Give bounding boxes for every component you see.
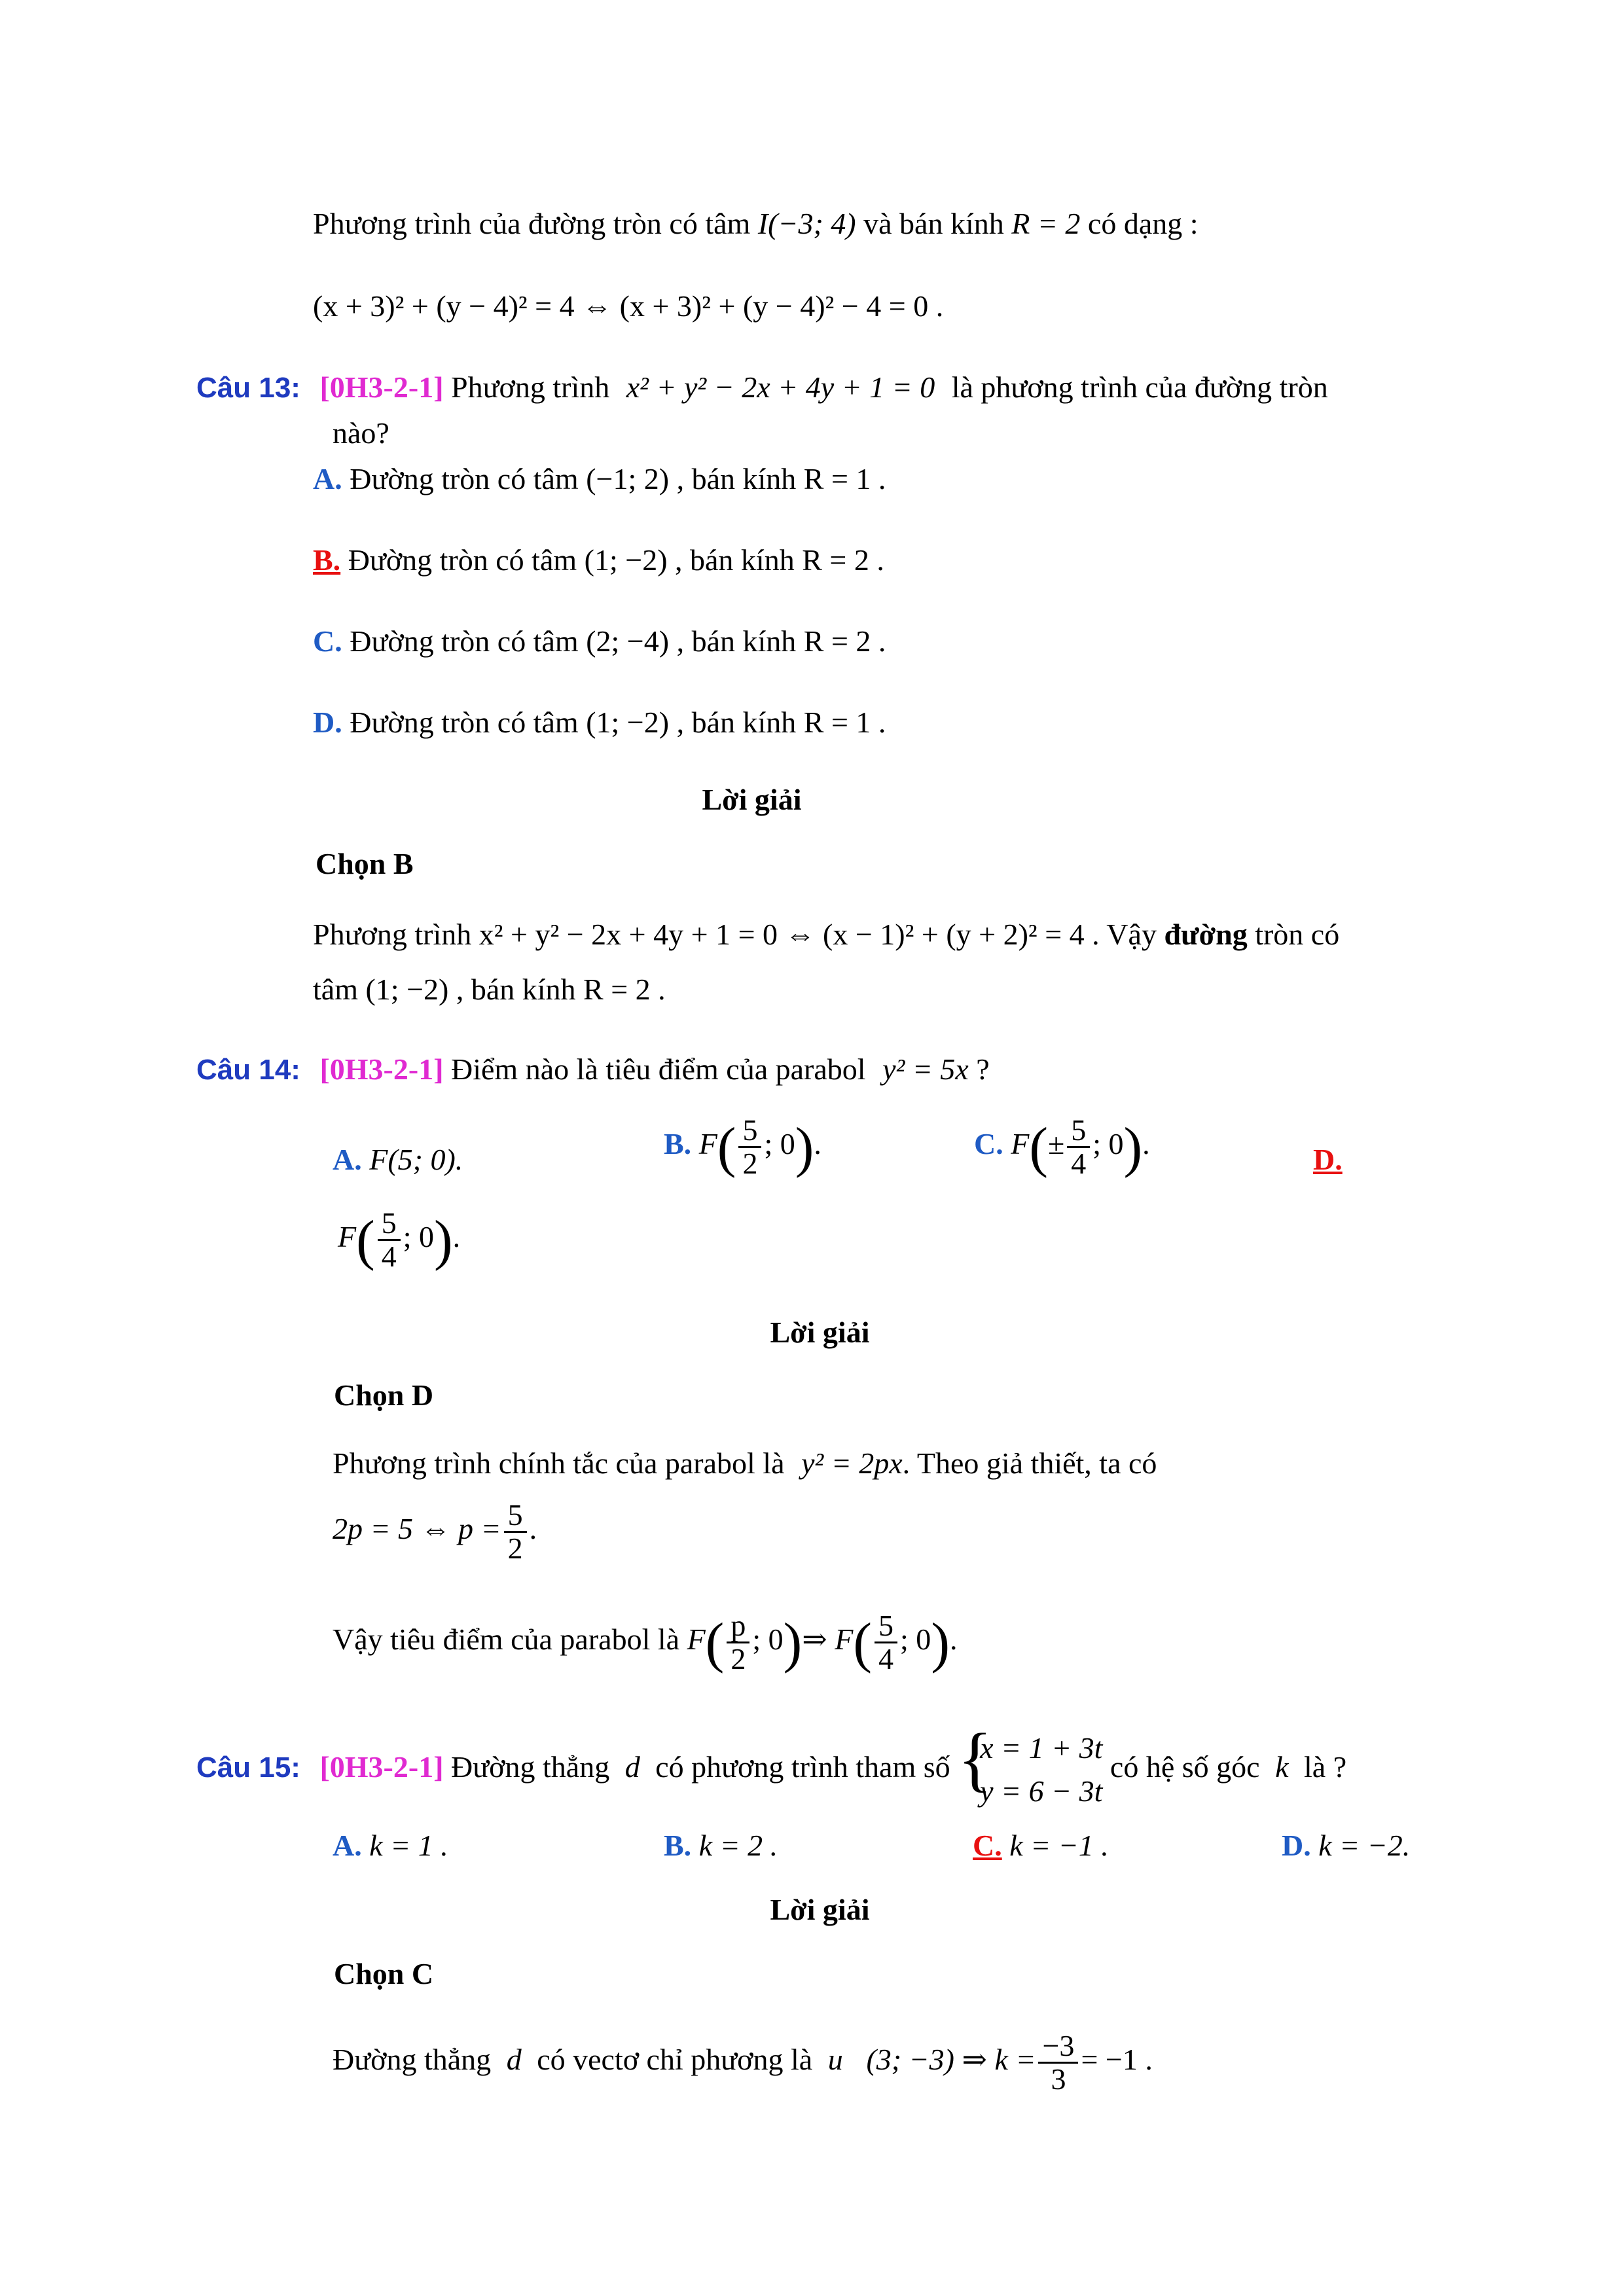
q13-text-cont: nào? [333, 416, 389, 450]
point-label: F [698, 1127, 717, 1160]
denominator: 4 [878, 1641, 894, 1676]
q14-label: Câu 14: [196, 1054, 300, 1086]
solution-text-2: . Theo giả thiết, ta có [902, 1446, 1157, 1480]
q15-option-c [973, 1826, 1109, 1865]
fraction [1038, 2030, 1078, 2096]
q14-option-a [333, 1121, 463, 1199]
q13-text-2: là phương trình của đường tròn [951, 370, 1328, 404]
q13-choice: Chọn B [316, 847, 414, 880]
solution-result: = −1 . [1081, 2043, 1153, 2076]
q14-header [196, 1050, 990, 1090]
q15-solution-title: Lời giải [770, 1893, 870, 1926]
denominator: 2 [507, 1531, 523, 1565]
q15-text-2: có phương trình tham số [655, 1750, 950, 1784]
solution-bold: đường [1164, 918, 1248, 951]
q14-option-b: B. F( $\frac{5}{2}$ ; 0). [664, 1113, 821, 1180]
q15-text: Đường thẳng [451, 1750, 610, 1784]
fraction [875, 1610, 897, 1676]
option-key: A. [313, 462, 342, 495]
solution-text: Vậy tiêu điểm của parabol là [333, 1623, 680, 1656]
q15-option-d [1282, 1826, 1410, 1865]
q13-option-b [313, 541, 884, 580]
solution-vector: u⃗(3; −3) ⇒ k = [827, 2043, 1036, 2076]
q15-var-d: d [624, 1750, 640, 1784]
option-key-correct: B. [313, 543, 341, 577]
option-key: B. [664, 1127, 692, 1160]
solution-equation: y² = 2px [801, 1446, 903, 1480]
q14-qmark: ? [976, 1052, 990, 1086]
option-text: k = 1 . [369, 1829, 448, 1862]
q15-label: Câu 15: [196, 1751, 300, 1784]
numerator: −3 [1038, 2030, 1078, 2064]
q13-solution-line-2: tâm (1; −2) , bán kính R = 2 . [313, 973, 666, 1006]
solution-equation: 2p = 5 ⇔ p = [333, 1512, 501, 1545]
point-label: F [1011, 1127, 1030, 1160]
solution-text: Phương trình chính tắc của parabol là [333, 1446, 785, 1480]
option-key: A. [333, 1829, 362, 1862]
q13-code: [0H3-2-1] [319, 370, 444, 404]
q13-option-d [313, 703, 886, 742]
coord: ; 0 [900, 1623, 931, 1656]
q15-var-k: k [1275, 1750, 1289, 1784]
q13-solution-line-1 [313, 915, 1339, 954]
intro-text-3: có dạng : [1087, 207, 1199, 240]
q14-code: [0H3-2-1] [319, 1052, 444, 1086]
option-text: Đường tròn có tâm (1; −2) , bán kính R = 1 . [350, 706, 886, 739]
denominator: 4 [1071, 1146, 1087, 1180]
option-key: C. [974, 1127, 1003, 1160]
option-key: C. [313, 624, 342, 658]
option-text: Đường tròn có tâm (−1; 2) , bán kính R = 1 . [350, 462, 886, 495]
intro-text: Phương trình của đường tròn có tâm [313, 207, 751, 240]
numerator: 5 [875, 1610, 897, 1643]
q15-code: [0H3-2-1] [319, 1750, 444, 1784]
intro-radius: R = 2 [1011, 207, 1081, 240]
q14-option-d: F( $\frac{5}{4}$ ; 0). [338, 1206, 461, 1273]
q15-header [196, 1718, 1347, 1814]
q15-option-b [664, 1826, 778, 1865]
q14-equation: y² = 5x [882, 1052, 969, 1086]
point-label: F [338, 1220, 357, 1253]
option-text: Đường tròn có tâm (2; −4) , bán kính R = 2 . [350, 624, 886, 658]
q14-solution-line-2: 2p = 5 ⇔ p = $\frac{5}{2}$ . [333, 1498, 537, 1565]
q13-option-c [313, 622, 886, 661]
option-key-correct: D. [1313, 1143, 1343, 1176]
sign: ± [1047, 1127, 1065, 1160]
intro-text-2: và bán kính [863, 207, 1004, 240]
numerator: 5 [504, 1499, 527, 1533]
q13-equation: x² + y² − 2x + 4y + 1 = 0 [626, 370, 935, 404]
option-text: F(5; 0). [369, 1143, 463, 1176]
denominator: 2 [742, 1146, 758, 1180]
parametric-system: { x = 1 + 3t y = 6 − 3t [958, 1727, 1102, 1814]
q15-text-3: có hệ số góc [1110, 1750, 1260, 1784]
q13-header [196, 368, 1328, 408]
option-text: Đường tròn có tâm (1; −2) , bán kính R = 2 . [348, 543, 884, 577]
fraction [738, 1115, 761, 1180]
option-key: B. [664, 1829, 692, 1862]
q13-solution-title: Lời giải [702, 783, 802, 816]
numerator: 5 [378, 1208, 401, 1241]
numerator: 5 [738, 1115, 761, 1148]
coord: ; 0 [1092, 1127, 1124, 1160]
q14-option-d-key [1313, 1121, 1343, 1199]
system-eq-2: y = 6 − 3t [980, 1774, 1103, 1808]
solution-text: Đường thẳng [333, 2043, 492, 2076]
option-key: A. [333, 1143, 362, 1176]
denominator: 3 [1051, 2062, 1066, 2096]
intro-line-2: (x + 3)² + (y − 4)² = 4 ⇔ (x + 3)² + (y − 4)² − 4 = 0 . [313, 289, 944, 323]
fraction [504, 1499, 527, 1565]
q13-option-a [313, 459, 886, 499]
fraction [378, 1208, 401, 1273]
q15-option-a [333, 1826, 448, 1865]
numerator: p [727, 1610, 749, 1643]
option-text: k = −2. [1318, 1829, 1411, 1862]
q13-text: Phương trình [451, 370, 610, 404]
option-text: k = −1 . [1009, 1829, 1109, 1862]
implies: ⇒ [802, 1623, 827, 1656]
point-label: F [835, 1623, 854, 1656]
denominator: 4 [381, 1239, 397, 1273]
option-text: k = 2 . [698, 1829, 778, 1862]
point-label: F [687, 1623, 706, 1656]
q14-choice: Chọn D [334, 1378, 434, 1412]
q14-solution-line-3: Vậy tiêu điểm của parabol là F( $\frac{p}{2}$ ; 0)⇒ F( $\frac{5}{4}$ ; 0). [333, 1608, 958, 1676]
q13-label: Câu 13: [196, 372, 300, 404]
numerator: 5 [1067, 1115, 1090, 1148]
q15-choice: Chọn C [334, 1957, 434, 1990]
q15-text-4: là ? [1304, 1750, 1347, 1784]
coord: ; 0 [403, 1220, 435, 1253]
q14-solution-title: Lời giải [770, 1316, 870, 1349]
fraction [1067, 1115, 1090, 1180]
option-key-correct: C. [973, 1829, 1002, 1862]
solution-text: Phương trình x² + y² − 2x + 4y + 1 = 0 ⇔ (x − 1)² + (y + 2)² = 4 . Vậy [313, 918, 1157, 951]
q15-solution-line [333, 2017, 1153, 2102]
fraction [727, 1610, 749, 1676]
intro-line-1 [313, 204, 1199, 243]
option-key: D. [313, 706, 342, 739]
solution-var-d: d [506, 2043, 522, 2076]
q14-solution-line-1 [333, 1444, 1157, 1483]
option-key: D. [1282, 1829, 1311, 1862]
system-eq-1: x = 1 + 3t [980, 1731, 1103, 1765]
q14-text: Điểm nào là tiêu điểm của parabol [451, 1052, 866, 1086]
q14-option-c: C. F(± $\frac{5}{4}$ ; 0). [974, 1113, 1150, 1180]
solution-text-2: tròn có [1255, 918, 1340, 951]
denominator: 2 [731, 1641, 746, 1676]
intro-center: I(−3; 4) [757, 207, 856, 240]
coord: ; 0 [752, 1623, 784, 1656]
solution-text-2: có vectơ chỉ phương là [537, 2043, 813, 2076]
coord: ; 0 [764, 1127, 795, 1160]
